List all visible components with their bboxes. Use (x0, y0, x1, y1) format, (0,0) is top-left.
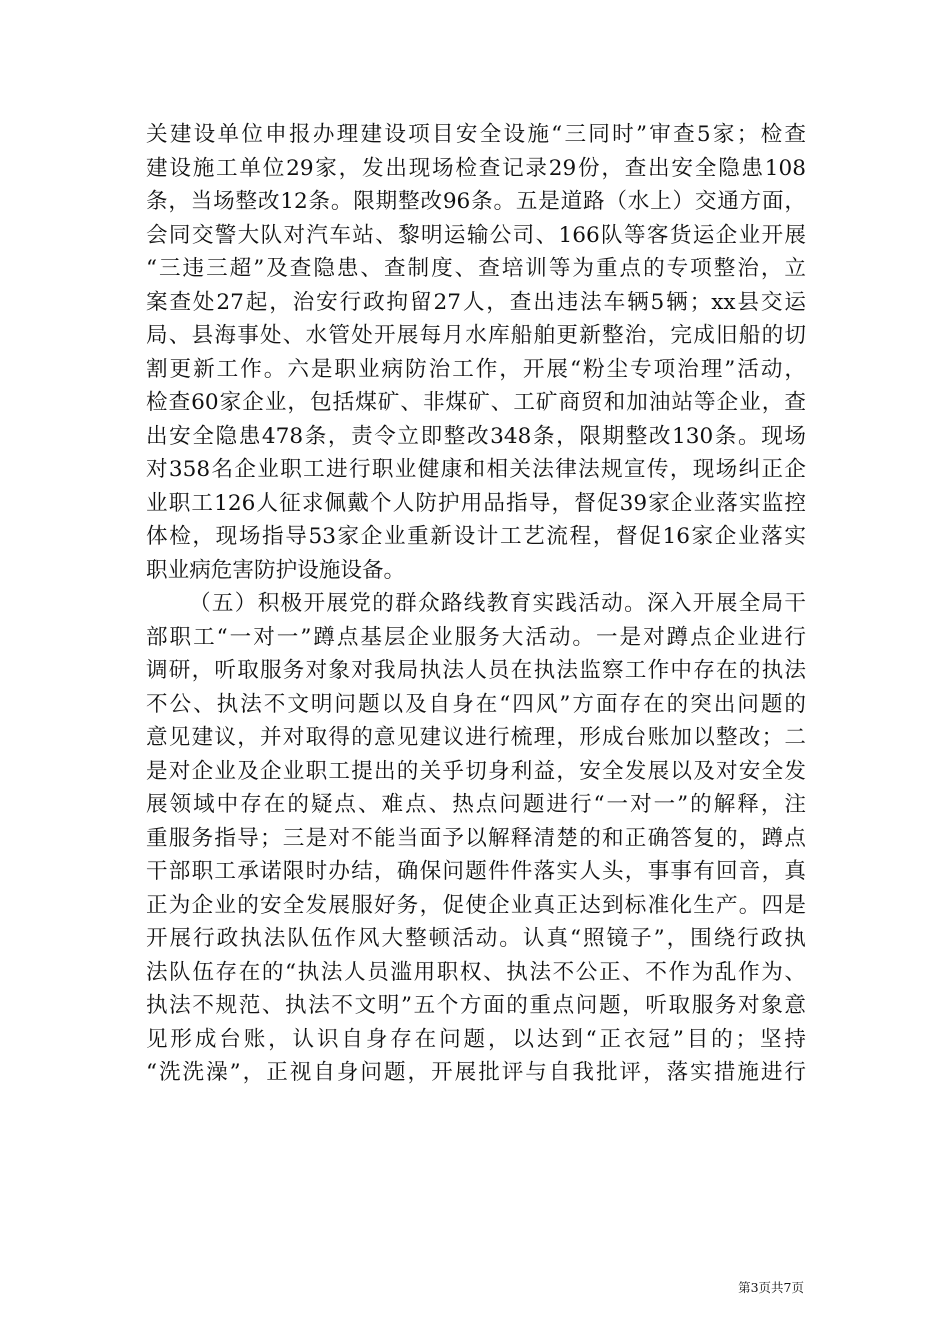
page-number-footer: 第3页共7页 (738, 1280, 804, 1295)
text-line: 对358名企业职工进行职业健康和相关法律法规宣传，现场纠正企 (146, 457, 806, 482)
text-line: 是对企业及企业职工提出的关乎切身利益，安全发展以及对安全发 (146, 758, 806, 784)
text-line: 干部职工承诺限时办结，确保问题件件落实人头，事事有回音，真 (146, 859, 806, 884)
paragraph-2 (146, 587, 806, 1090)
text-line: 调研，听取服务对象对我局执法人员在执法监察工作中存在的执法 (146, 658, 806, 683)
text-line: 条，当场整改12条。限期整改96条。五是道路（水上）交通方面， (146, 189, 806, 214)
text-line: 割更新工作。六是职业病防治工作，开展“粉尘专项治理”活动， (146, 356, 806, 382)
text-line: 见形成台账，认识自身存在问题，以达到“正衣冠”目的；坚持 (146, 1026, 806, 1052)
text-line: 不公、执法不文明问题以及自身在“四风”方面存在的突出问题的 (146, 691, 806, 717)
text-line: 执法不规范、执法不文明”五个方面的重点问题，听取服务对象意 (146, 993, 806, 1018)
text-line: 体检，现场指导53家企业重新设计工艺流程，督促16家企业落实 (146, 524, 806, 549)
text-line: 正为企业的安全发展服好务，促使企业真正达到标准化生产。四是 (146, 892, 806, 918)
paragraph-1 (146, 118, 806, 587)
text-line: （五）积极开展党的群众路线教育实践活动。深入开展全局干 (189, 591, 806, 616)
text-line: 部职工“一对一”蹲点基层企业服务大活动。一是对蹲点企业进行 (146, 624, 806, 650)
text-line: 案查处27起，治安行政拘留27人，查出违法车辆5辆；xx县交运 (146, 289, 806, 315)
text-line: 业职工126人征求佩戴个人防护用品指导，督促39家企业落实监控 (146, 490, 806, 516)
text-line: 检查60家企业，包括煤矿、非煤矿、工矿商贸和加油站等企业，查 (146, 390, 806, 415)
text-line: 关建设单位申报办理建设项目安全设施“三同时”审查5家；检查 (146, 122, 806, 147)
text-line: “三违三超”及查隐患、查制度、查培训等为重点的专项整治，立 (146, 256, 806, 281)
text-line: 局、县海事处、水管处开展每月水库船舶更新整治，完成旧船的切 (146, 323, 806, 348)
text-line: “洗洗澡”，正视自身问题，开展批评与自我批评，落实措施进行 (146, 1060, 806, 1085)
text-line: 职业病危害防护设施设备。 (146, 557, 406, 583)
body-text (146, 118, 806, 1090)
text-line: 开展行政执法队伍作风大整顿活动。认真“照镜子”，围绕行政执 (146, 926, 806, 951)
text-line: 重服务指导；三是对不能当面予以解释清楚的和正确答复的，蹲点 (146, 825, 806, 851)
text-line: 法队伍存在的“执法人员滥用职权、执法不公正、不作为乱作为、 (146, 959, 806, 985)
text-line: 建设施工单位29家，发出现场检查记录29份，查出安全隐患108 (146, 155, 806, 181)
text-line: 展领域中存在的疑点、难点、热点问题进行“一对一”的解释，注 (146, 792, 806, 817)
text-line: 意见建议，并对取得的意见建议进行梳理，形成台账加以整改；二 (146, 725, 806, 750)
text-line: 会同交警大队对汽车站、黎明运输公司、166队等客货运企业开展 (146, 222, 806, 248)
text-line: 出安全隐患478条，责令立即整改348条，限期整改130条。现场 (146, 423, 806, 449)
